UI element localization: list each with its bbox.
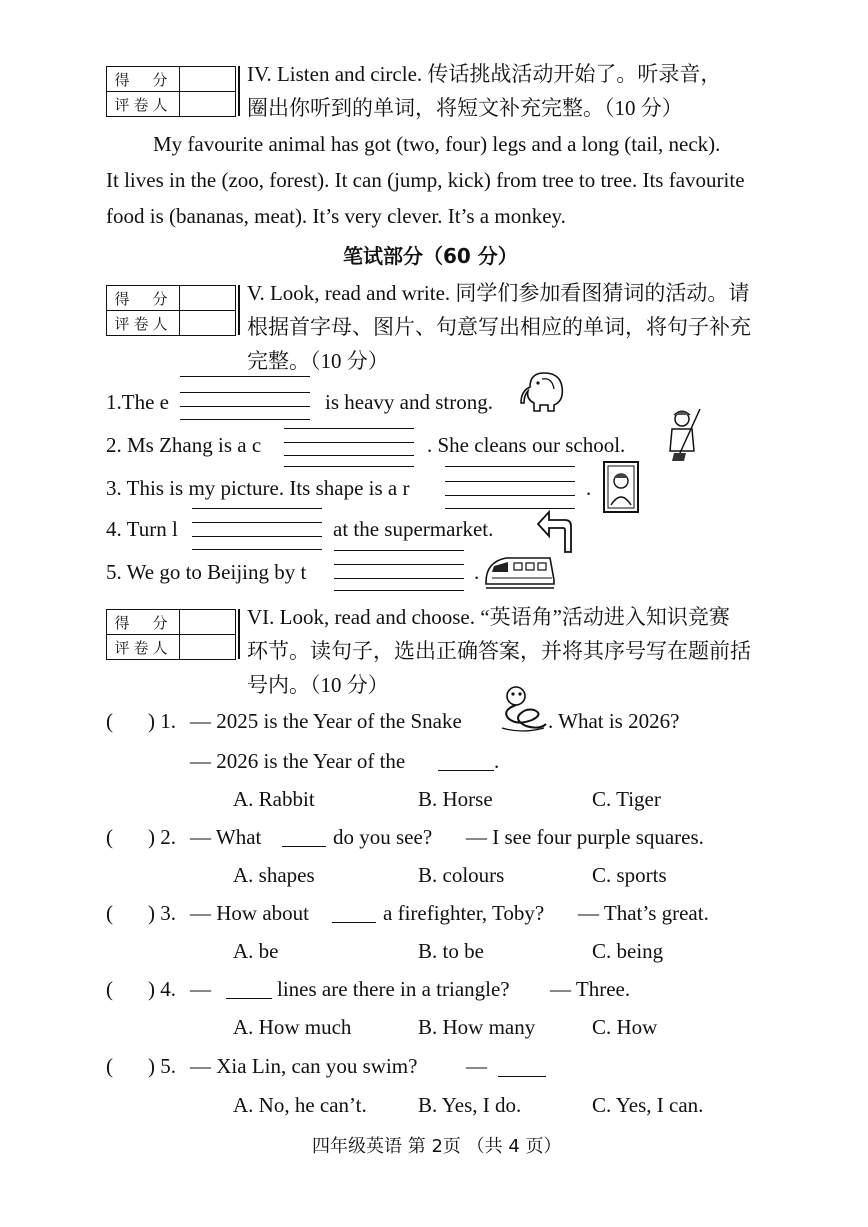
snake-icon — [496, 682, 548, 734]
q1-text-part2: . What is 2026? — [548, 709, 680, 733]
score-box-section4 — [106, 66, 236, 117]
q3-option-b[interactable]: B. to be — [418, 939, 484, 963]
section4-passage-line3: food is (bananas, meat). It’s very clever. It’s a monkey. — [106, 204, 566, 228]
q1-option-b[interactable]: B. Horse — [418, 787, 493, 811]
section4-passage-line2: It lives in the (zoo, forest). It can (jump, kick) from tree to tree. Its favourite — [106, 168, 745, 192]
four-line-top — [445, 466, 575, 467]
score-label: 得 分 — [107, 67, 180, 92]
q4-option-a[interactable]: A. How much — [233, 1015, 352, 1039]
score-label: 得 分 — [107, 286, 180, 311]
v-item-3-before: 3. This is my picture. Its shape is a r — [106, 476, 410, 500]
v-item-4-before: 4. Turn l — [106, 517, 178, 541]
section4-passage-line1: My favourite animal has got (two, four) legs and a long (tail, neck). — [153, 132, 721, 156]
q5-option-c[interactable]: C. Yes, I can. — [592, 1093, 704, 1117]
four-line-top — [334, 550, 464, 551]
four-line-bottom — [284, 466, 414, 467]
v-item-2-before: 2. Ms Zhang is a c — [106, 433, 262, 457]
q3-text-part3: — That’s great. — [578, 901, 709, 925]
score-box-section6 — [106, 609, 236, 660]
divider — [238, 285, 240, 335]
q4-text-part2: lines are there in a triangle? — [277, 977, 510, 1001]
v-item-1-before: 1.The e — [106, 390, 169, 414]
marker-label: 评卷人 — [107, 311, 180, 336]
q5-number: ) 5. — [148, 1054, 176, 1078]
q1-option-c[interactable]: C. Tiger — [592, 787, 661, 811]
section5-title-line1: V. Look, read and write. 同学们参加看图猜词的活动。请 — [247, 281, 750, 305]
q4-answer-blank[interactable] — [226, 998, 272, 999]
portrait-frame-icon — [603, 461, 639, 513]
four-line-bottom — [180, 419, 310, 420]
q5-option-a[interactable]: A. No, he can’t. — [233, 1093, 367, 1117]
score-cell[interactable] — [180, 67, 236, 92]
marker-cell[interactable] — [180, 635, 236, 660]
four-line-top — [192, 508, 322, 509]
q1-line2-end: . — [494, 749, 500, 773]
q2-answer-blank[interactable] — [282, 846, 326, 847]
q1-text-part1: — 2025 is the Year of the Snake — [190, 709, 462, 733]
divider — [238, 66, 240, 116]
q4-text-part1: — — [190, 977, 211, 1001]
q4-number: ) 4. — [148, 977, 176, 1001]
four-line — [445, 481, 575, 482]
marker-cell[interactable] — [180, 311, 236, 336]
four-line-top — [180, 376, 310, 377]
q2-option-b[interactable]: B. colours — [418, 863, 505, 887]
v-item-3-after: . — [586, 476, 592, 500]
answer-paren[interactable]: ( — [106, 977, 113, 1001]
four-line-bottom — [192, 549, 322, 550]
q4-text-part3: — Three. — [550, 977, 631, 1001]
train-icon — [484, 552, 556, 592]
answer-paren[interactable]: ( — [106, 901, 113, 925]
score-label: 得 分 — [107, 610, 180, 635]
q2-option-a[interactable]: A. shapes — [233, 863, 315, 887]
answer-paren[interactable]: ( — [106, 1054, 113, 1078]
page-footer: 四年级英语 第 2页 （共 4 页） — [312, 1136, 562, 1157]
four-line — [334, 564, 464, 565]
marker-label: 评卷人 — [107, 92, 180, 117]
divider — [238, 609, 240, 659]
q5-answer-blank[interactable] — [498, 1076, 546, 1077]
q1-line2: — 2026 is the Year of the — [190, 749, 406, 773]
v-item-5-after: . — [474, 560, 480, 584]
answer-blank-2[interactable] — [284, 455, 414, 456]
q1-answer-blank[interactable] — [438, 770, 494, 771]
q2-text-part3: — I see four purple squares. — [466, 825, 704, 849]
four-line-top — [284, 428, 414, 429]
four-line-bottom — [334, 590, 464, 591]
q2-number: ) 2. — [148, 825, 176, 849]
v-item-1-after: is heavy and strong. — [325, 390, 493, 414]
section5-title-line2: 根据首字母、图片、句意写出相应的单词，将句子补充 — [247, 315, 751, 339]
q3-option-c[interactable]: C. being — [592, 939, 664, 963]
score-cell[interactable] — [180, 286, 236, 311]
cleaner-icon — [660, 407, 708, 463]
v-item-4-after: at the supermarket. — [333, 517, 494, 541]
q5-text-part2: — — [466, 1054, 487, 1078]
answer-paren[interactable]: ( — [106, 709, 113, 733]
answer-blank-4[interactable] — [192, 536, 322, 537]
written-section-header: 笔试部分（60 分） — [343, 244, 518, 268]
q5-option-b[interactable]: B. Yes, I do. — [418, 1093, 522, 1117]
elephant-icon — [520, 365, 570, 415]
answer-blank-5[interactable] — [334, 578, 464, 579]
four-line — [180, 392, 310, 393]
answer-paren[interactable]: ( — [106, 825, 113, 849]
score-box-section5 — [106, 285, 236, 336]
answer-blank-1[interactable] — [180, 406, 310, 407]
q2-option-c[interactable]: C. sports — [592, 863, 667, 887]
q2-text-part1: — What — [190, 825, 262, 849]
q3-option-a[interactable]: A. be — [233, 939, 279, 963]
q1-number: ) 1. — [148, 709, 176, 733]
q1-option-a[interactable]: A. Rabbit — [233, 787, 315, 811]
section6-title-line2: 环节。读句子，选出正确答案，并将其序号写在题前括 — [247, 639, 751, 663]
score-cell[interactable] — [180, 610, 236, 635]
four-line — [192, 522, 322, 523]
turn-left-arrow-icon — [537, 510, 579, 554]
answer-blank-3[interactable] — [445, 495, 575, 496]
q4-option-b[interactable]: B. How many — [418, 1015, 536, 1039]
v-item-2-after: . She cleans our school. — [427, 433, 626, 457]
section6-title-line3: 号内。（10 分） — [247, 673, 389, 697]
marker-label: 评卷人 — [107, 635, 180, 660]
four-line-bottom — [445, 508, 575, 509]
marker-cell[interactable] — [180, 92, 236, 117]
v-item-5-before: 5. We go to Beijing by t — [106, 560, 307, 584]
section4-title-line2: 圈出你听到的单词，将短文补充完整。（10 分） — [247, 96, 683, 120]
q3-text-part2: a firefighter, Toby? — [383, 901, 545, 925]
q5-text-part1: — Xia Lin, can you swim? — [190, 1054, 418, 1078]
four-line — [284, 442, 414, 443]
q3-answer-blank[interactable] — [332, 922, 376, 923]
q3-text-part1: — How about — [190, 901, 309, 925]
q4-option-c[interactable]: C. How — [592, 1015, 658, 1039]
q2-text-part2: do you see? — [333, 825, 433, 849]
section5-title-line3: 完整。（10 分） — [247, 349, 389, 373]
section4-title-line1: IV. Listen and circle. 传话挑战活动开始了。听录音， — [247, 62, 722, 86]
section6-title-line1: VI. Look, read and choose. “英语角”活动进入知识竞赛 — [247, 605, 730, 629]
q3-number: ) 3. — [148, 901, 176, 925]
